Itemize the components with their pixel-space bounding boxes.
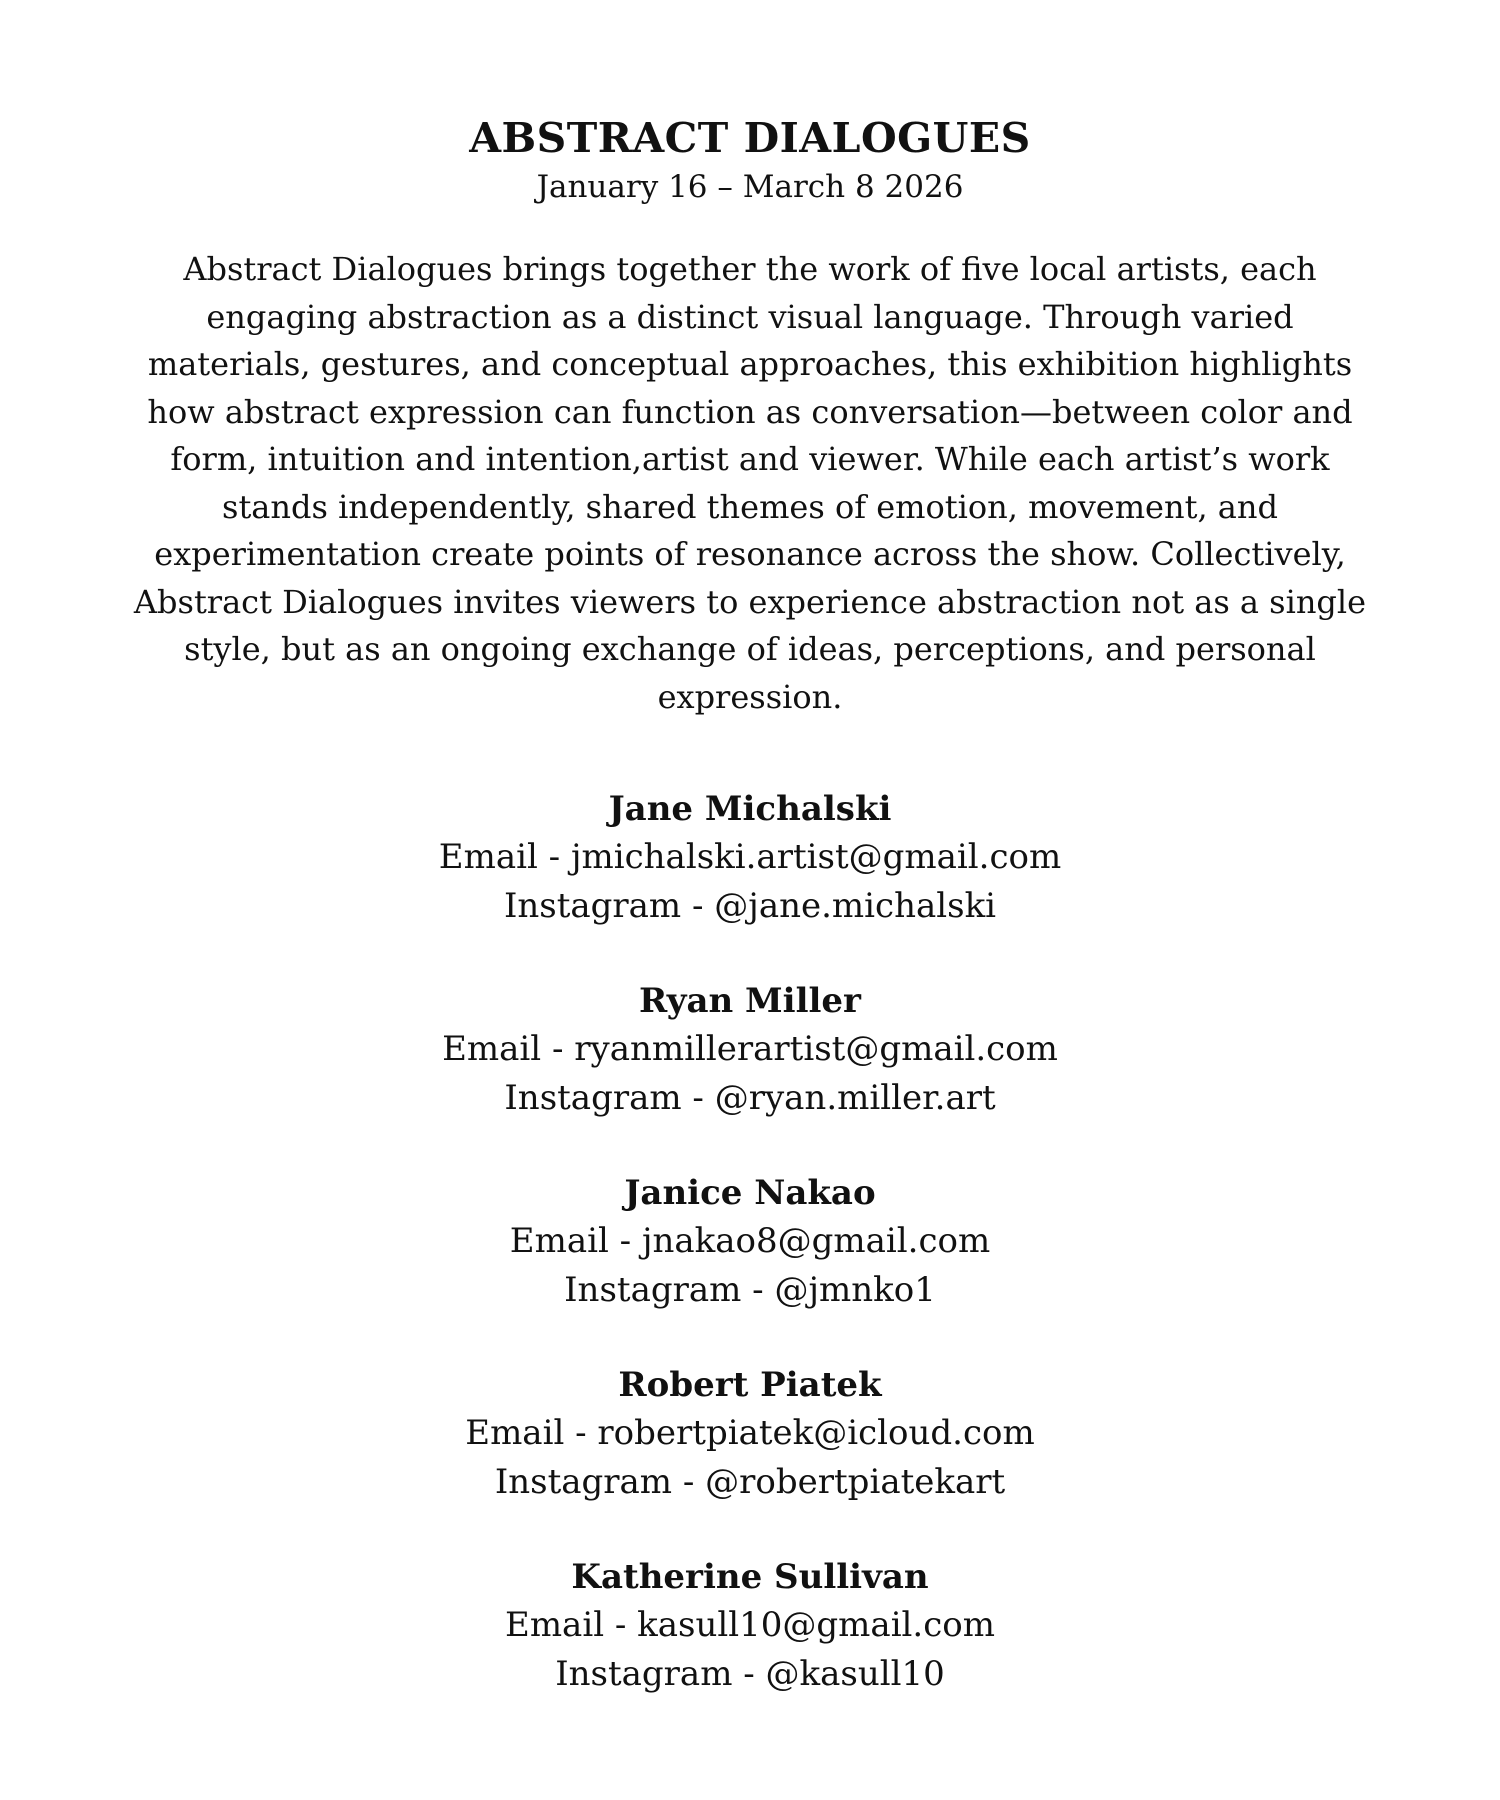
artist-list (0, 785, 1500, 1699)
artist-entry (0, 1361, 1500, 1507)
artist-instagram: Instagram - @jmnko1 (564, 1270, 936, 1310)
artist-email: Email - robertpiatek@icloud.com (465, 1413, 1035, 1453)
artist-entry (0, 785, 1500, 931)
exhibition-title: ABSTRACT DIALOGUES (469, 114, 1031, 162)
artist-email: Email - jnakao8@gmail.com (509, 1221, 991, 1261)
artist-name: Ryan Miller (639, 981, 861, 1021)
artist-entry (0, 1169, 1500, 1315)
exhibition-dates: January 16 – March 8 2026 (536, 169, 964, 205)
artist-instagram: Instagram - @robertpiatekart (494, 1462, 1006, 1502)
artist-instagram: Instagram - @ryan.miller.art (504, 1078, 996, 1118)
artist-name: Robert Piatek (618, 1365, 882, 1405)
artist-email: Email - kasull10@gmail.com (505, 1605, 995, 1645)
artist-email: Email - jmichalski.artist@gmail.com (438, 837, 1062, 877)
artist-name: Jane Michalski (608, 789, 892, 829)
artist-name: Katherine Sullivan (571, 1557, 929, 1597)
artist-email: Email - ryanmillerartist@gmail.com (442, 1029, 1058, 1069)
artist-name: Janice Nakao (624, 1173, 876, 1213)
exhibition-description: Abstract Dialogues brings together the work of five local artists, each engaging abstraction as a distinct visual language. Through varied materials, gestures, and conceptual approaches, this exhibition highlights how abstract expression can function as conversation—between color and form, intuition and intention,artist and viewer. While each artist’s work stands independently, shared themes of emotion, movement, and experimentation create points of resonance across the show. Collectively, Abstract Dialogues invites viewers to experience abstraction not as a single style, but as an ongoing exchange of ideas, perceptions, and personal expression. (133, 250, 1367, 716)
artist-instagram: Instagram - @jane.michalski (503, 886, 997, 926)
artist-entry (0, 1553, 1500, 1699)
artist-entry (0, 977, 1500, 1123)
artist-instagram: Instagram - @kasull10 (555, 1654, 945, 1694)
